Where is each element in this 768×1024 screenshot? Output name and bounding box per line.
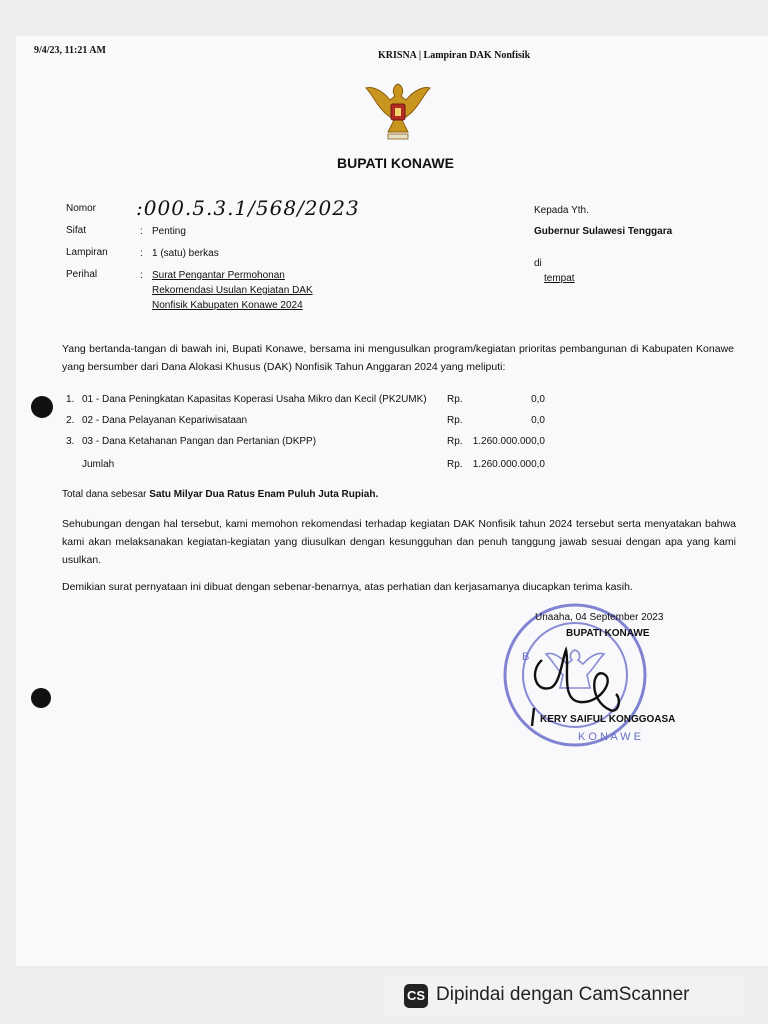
- total-amount: 1.260.000.000,0: [472, 459, 545, 470]
- total-amount-words: Satu Milyar Dua Ratus Enam Puluh Juta Rupiah.: [149, 489, 379, 500]
- perihal-line: Surat Pengantar Permohonan: [152, 270, 285, 281]
- request-paragraph: Sehubungan dengan hal tersebut, kami memohon rekomendasi terhadap kegiatan DAK Nonfisik tahun 2024 tersebut serta menyatakan bahwa kami akan melaksanakan kegiatan-kegiatan yang diusulkan dengan kesungguhan dan penuh tanggung jawab sesuai dengan apa yang kami usulkan.: [62, 518, 736, 566]
- recipient-di: di: [534, 258, 542, 269]
- item-currency: Rp.: [447, 436, 463, 447]
- item-amount: 0,0: [531, 394, 545, 405]
- item-number: 3.: [66, 436, 75, 447]
- item-label: 03 - Dana Ketahanan Pangan dan Pertanian (DKPP): [82, 436, 317, 447]
- print-datetime: 9/4/23, 11:21 AM: [34, 45, 106, 56]
- lampiran-value: 1 (satu) berkas: [152, 248, 219, 259]
- total-label: Jumlah: [82, 459, 115, 470]
- signature-place-date: Unaaha, 04 September 2023: [535, 612, 664, 623]
- sifat-label: Sifat: [66, 225, 87, 236]
- closing-paragraph: Demikian surat pernyataan ini dibuat dengan sebenar-benarnya, atas perhatian dan kerjasamanya diucapkan terima kasih.: [62, 581, 633, 593]
- item-label: 01 - Dana Peningkatan Kapasitas Koperasi Usaha Mikro dan Kecil (PK2UMK): [82, 394, 427, 405]
- recipient-greeting: Kepada Yth.: [534, 205, 589, 216]
- svg-text:K O N A W E: K O N A W E: [578, 731, 641, 743]
- punch-hole: [31, 396, 53, 418]
- letter-title: BUPATI KONAWE: [337, 155, 454, 171]
- nomor-label: Nomor: [66, 203, 97, 214]
- garuda-emblem-icon: [362, 76, 434, 148]
- punch-hole: [31, 688, 51, 708]
- camscanner-icon: CS: [404, 984, 428, 1008]
- print-source: KRISNA | Lampiran DAK Nonfisik: [378, 50, 531, 61]
- recipient-name: Gubernur Sulawesi Tenggara: [534, 226, 673, 237]
- sifat-colon: :: [140, 226, 143, 237]
- item-amount: 0,0: [531, 415, 545, 426]
- sifat-value: Penting: [152, 226, 186, 237]
- item-currency: Rp.: [447, 394, 463, 405]
- item-number: 1.: [66, 394, 75, 405]
- perihal-label: Perihal: [66, 269, 98, 280]
- intro-paragraph: Yang bertanda-tangan di bawah ini, Bupati Konawe, bersama ini mengusulkan program/kegiatan prioritas pembangunan di Kabupaten Konawe yang bersumber dari Dana Alokasi Khusus (DAK) Nonfisik Tahun Anggaran 2024 yang meliputi:: [62, 343, 734, 373]
- nomor-value: :000.5.3.1/568/2023: [136, 196, 360, 220]
- item-currency: Rp.: [447, 415, 463, 426]
- item-label: 02 - Dana Pelayanan Kepariwisataan: [82, 415, 248, 426]
- perihal-colon: :: [140, 270, 143, 281]
- camscanner-label: Dipindai dengan CamScanner: [436, 984, 690, 1005]
- total-currency: Rp.: [447, 459, 463, 470]
- lampiran-label: Lampiran: [66, 247, 108, 258]
- total-sentence-prefix: Total dana sebesar: [62, 489, 147, 500]
- lampiran-colon: :: [140, 248, 143, 259]
- total-sentence: [62, 489, 378, 500]
- perihal-line: Rekomendasi Usulan Kegiatan DAK: [152, 285, 313, 296]
- item-number: 2.: [66, 415, 75, 426]
- perihal-line: Nonfisik Kabupaten Konawe 2024: [152, 300, 303, 311]
- signature-title: BUPATI KONAWE: [566, 628, 650, 639]
- camscanner-badge: [384, 976, 744, 1016]
- letter-page: [16, 36, 768, 966]
- item-amount: 1.260.000.000,0: [472, 436, 545, 447]
- signature-name: KERY SAIFUL KONGGOASA: [540, 714, 676, 725]
- recipient-place: tempat: [544, 273, 575, 284]
- svg-text:B: B: [522, 651, 530, 663]
